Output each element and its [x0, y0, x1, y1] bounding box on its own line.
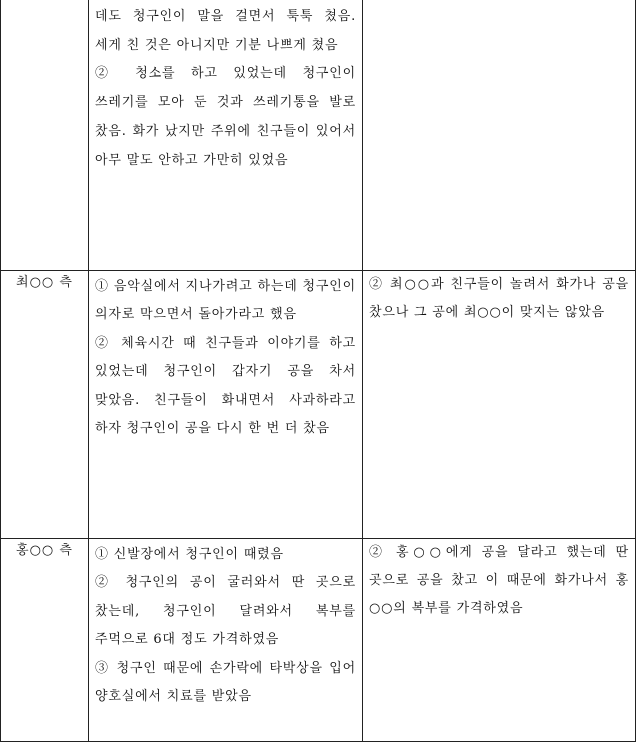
- claim-item: ① 음악실에서 지나가려고 하는데 청구인이 의자로 막으면서 돌아가라고 했음: [95, 278, 356, 323]
- party-name: 최○○ 측: [16, 274, 73, 290]
- party-claims-cell: [89, 0, 363, 270]
- claim-item: ② 청구인의 공이 굴러와서 딴 곳으로 찼는데, 청구인이 달려와서 복부를 주먹으로 6대 정도 가격하였음: [95, 575, 356, 648]
- claim-item: ① 신발장에서 청구인이 때렸음: [95, 546, 284, 562]
- party-claims-cell: [89, 538, 363, 741]
- party-claims-cell: [89, 270, 363, 538]
- claim-item: ② 청소를 하고 있었는데 청구인이 쓰레기를 모아 둔 것과 쓰레기통을 발로 찼음. 화가 났지만 주위에 친구들이 있어서 아무 말도 안하고 가만히 있었음: [95, 66, 356, 168]
- other-side-statement: ② 최○○과 친구들이 놀려서 화가나 공을 찼으나 그 공에 최○○이 맞지는 않았음: [369, 276, 629, 320]
- party-name-cell: [1, 538, 89, 741]
- other-side-statement: ② 홍○○에게 공을 달라고 했는데 딴 곳으로 공을 찼고 이 때문에 화가나서 홍○○의 복부를 가격하였음: [369, 544, 629, 616]
- claim-item: ③ 청구인 때문에 손가락에 타박상을 입어 양호실에서 치료를 받았음: [95, 660, 356, 705]
- table-row: [1, 270, 636, 538]
- party-name: 홍○○ 측: [16, 542, 73, 558]
- party-name-cell: [1, 0, 89, 270]
- other-side-cell: [363, 0, 636, 270]
- claim-item: 데도 청구인이 말을 걸면서 툭툭 쳤음. 세게 친 것은 아니지만 기분 나쁘게 쳤음: [95, 9, 356, 53]
- table-row: [1, 538, 636, 741]
- table-row: [1, 0, 636, 270]
- claim-item: ② 체육시간 때 친구들과 이야기를 하고 있었는데 청구인이 갑자기 공을 차서 맞았음. 친구들이 화내면서 사과하라고 하자 청구인이 공을 다시 한 번 더 찼음: [95, 335, 356, 437]
- other-side-cell: [363, 538, 636, 741]
- party-name-cell: [1, 270, 89, 538]
- other-side-cell: [363, 270, 636, 538]
